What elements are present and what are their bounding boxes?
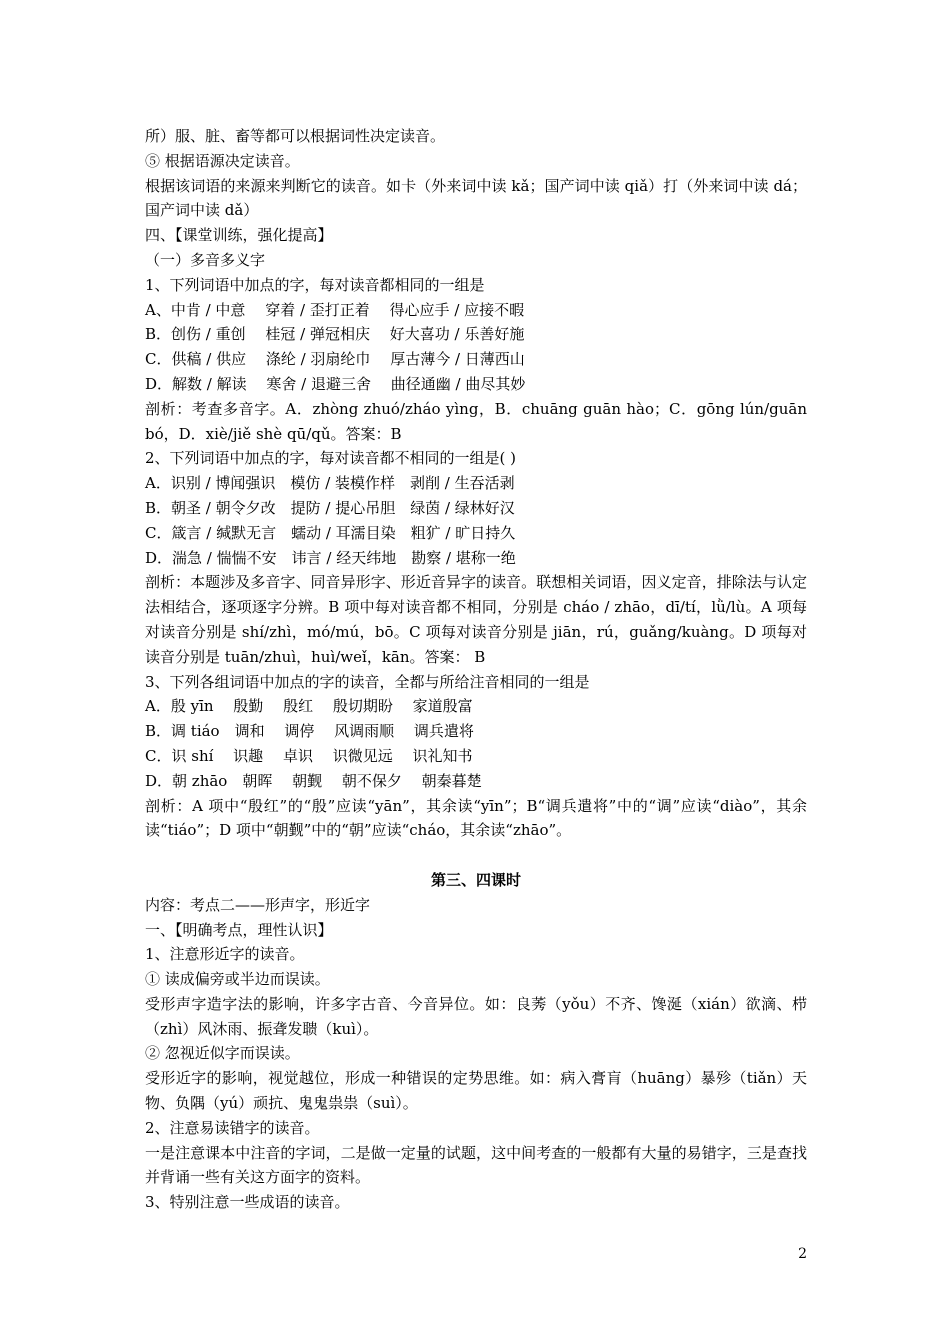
subsection-heading: （一）多音多义字 <box>145 250 266 269</box>
option-d: D．朝 zhāo 朝晖 朝觐 朝不保夕 朝秦暮楚 <box>145 771 482 790</box>
analysis-2: 剖析：本题涉及多音字、同音异形字、形近音异字的读音。联想相关词语，因义定音，排除法与认定法相结合，逐项逐字分辨。B 项中每对读音都不相同，分别是 cháo / zhāo，dī/tí，lǜ/lù。A 项每对读音分别是 shí/zhì，mó/mú，bō。C 项每对读音分别是 jiān，rú，guǎng/kuàng。D 项每对读音分别是 tuān/zhuì，huì/weǐ，kān。答案： B <box>145 573 807 666</box>
option-b: B．朝圣 / 朝令夕改 提防 / 提心吊胆 绿茵 / 绿林好汉 <box>145 498 515 517</box>
lesson-title: 第三、四课时 <box>430 870 521 889</box>
blank-line <box>145 843 807 868</box>
explanation-3: 一是注意课本中注音的字词，二是做一定量的试题，这中间考查的一般都有大量的易错字，三是查找并背诵一些有关这方面字的资料。 <box>145 1143 807 1187</box>
question-1: 1、下列词语中加点的字，每对读音都相同的一组是 <box>145 275 485 294</box>
page-number: 2 <box>798 1246 807 1262</box>
analysis-1: 剖析：考查多音字。A．zhòng zhuó/zháo yìng，B．chuāng guān hào；C．gōng lún/guān bó，D．xiè/jiě shè qū/qǔ。答案：B <box>145 399 807 443</box>
option-b: B．调 tiáo 调和 调停 风调雨顺 调兵遣将 <box>145 722 474 741</box>
option-a: A．识别 / 博闻强识 模仿 / 装模作样 剥削 / 生吞活剥 <box>145 474 515 493</box>
option-a: A．殷 yīn 殷勤 殷红 殷切期盼 家道殷富 <box>145 697 473 716</box>
option-b: B．创伤 / 重创 桂冠 / 弹冠相庆 好大喜功 / 乐善好施 <box>145 325 525 344</box>
option-c: C．箴言 / 缄默无言 蠕动 / 耳濡目染 粗犷 / 旷日持久 <box>145 523 516 542</box>
sub-point-1: ① 读成偏旁或半边而误读。 <box>145 970 330 989</box>
option-c: C．识 shí 识趣 卓识 识微见远 识礼知书 <box>145 746 473 765</box>
section-heading: 一、【明确考点，理性认识】 <box>145 920 333 939</box>
point-1: 1、注意形近字的读音。 <box>145 945 305 964</box>
text-line: 所）服、脏、畜等都可以根据词性决定读音。 <box>145 127 446 145</box>
option-d: D．湍急 / 惴惴不安 讳言 / 经天纬地 勘察 / 堪称一绝 <box>145 548 516 567</box>
explanation-1: 受形声字造字法的影响，许多字古音、今音异位。如：良莠（yǒu）不齐、馋涎（xián）欲滴、栉（zhì）风沐雨、振聋发聩（kuì）。 <box>145 994 807 1038</box>
point-3: 3、特别注意一些成语的读音。 <box>145 1193 350 1212</box>
question-2: 2、下列词语中加点的字，每对读音都不相同的一组是( ) <box>145 449 517 468</box>
option-a: A、中肯 / 中意 穿着 / 歪打正着 得心应手 / 应接不暇 <box>145 300 525 319</box>
question-3: 3、下列各组词语中加点的字的读音，全都与所给注音相同的一组是 <box>145 672 590 691</box>
option-c: C．供稿 / 供应 涤纶 / 羽扇纶巾 厚古薄今 / 日薄西山 <box>145 350 525 369</box>
text-line: 根据该词语的来源来判断它的读音。如卡（外来词中读 kǎ；国产词中读 qiǎ）打（外来词中读 dá；国产词中读 dǎ） <box>145 176 807 220</box>
option-d: D．解数 / 解读 寒舍 / 退避三舍 曲径通幽 / 曲尽其妙 <box>145 374 526 393</box>
explanation-2: 受形近字的影响，视觉越位，形成一种错误的定势思维。如：病入膏肓（huāng）暴殄（tiǎn）天物、负隅（yú）顽抗、鬼鬼祟祟（suì）。 <box>145 1069 807 1113</box>
document-body <box>145 124 807 1215</box>
content-line: 内容：考点二——形声字，形近字 <box>145 895 371 914</box>
text-line: ⑤ 根据语源决定读音。 <box>145 151 300 170</box>
section-heading: 四、【课堂训练，强化提高】 <box>145 226 333 245</box>
analysis-3: 剖析：A 项中“殷红”的“殷”应读“yān”，其余读“yīn”；B“调兵遣将”中的“调”应读“diào”，其余读“tiáo”；D 项中“朝觐”中的“朝”应读“cháo，其余读“zhāo”。 <box>145 796 807 840</box>
point-2: 2、注意易读错字的读音。 <box>145 1118 320 1137</box>
sub-point-2: ② 忽视近似字而误读。 <box>145 1044 300 1063</box>
